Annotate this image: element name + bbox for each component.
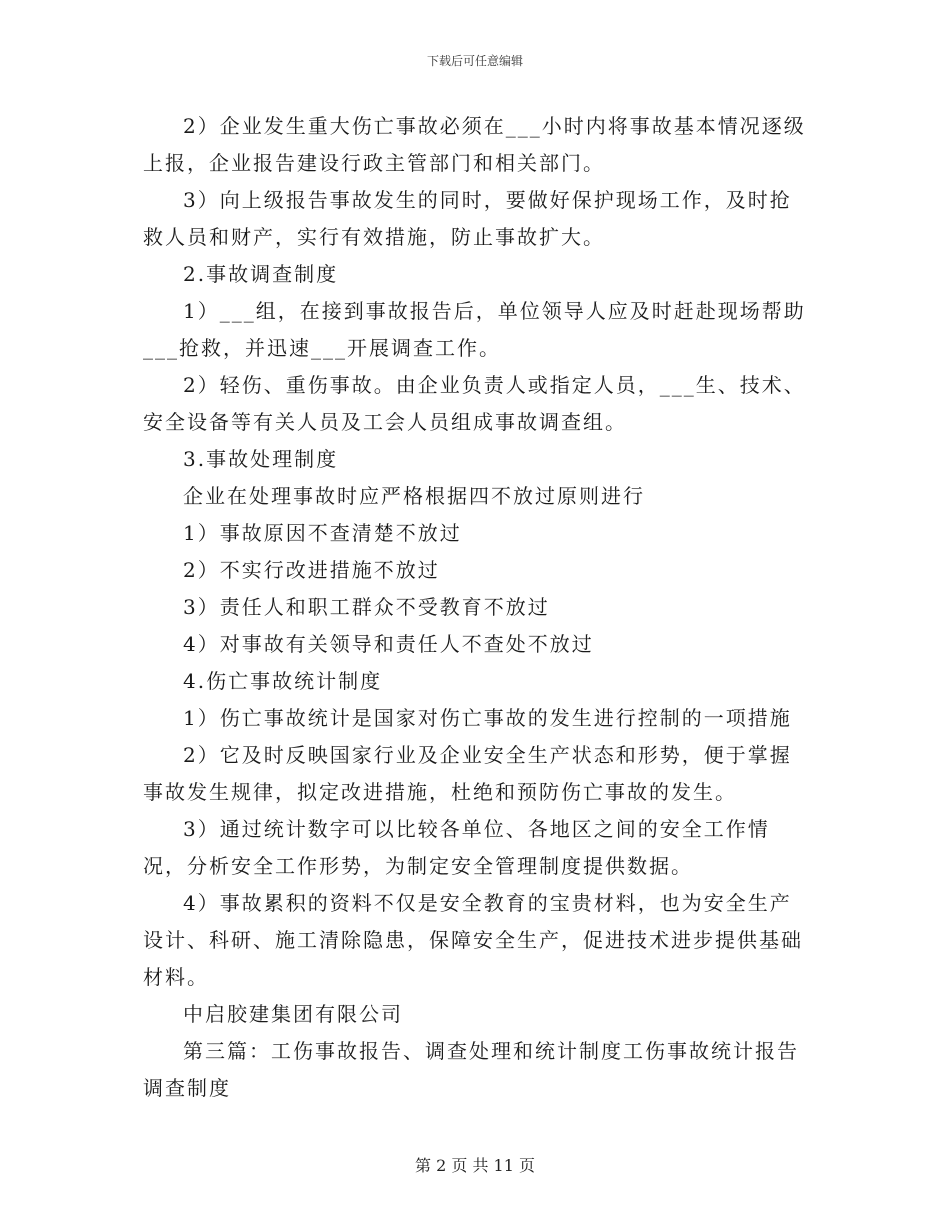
- paragraph-protect-scene: 3）向上级报告事故发生的同时，要做好保护现场工作，及时抢救人员和财产，实行有效措施，防止事故扩大。: [143, 188, 792, 249]
- paragraph-four-nots: 企业在处理事故时应严格根据四不放过原则进行: [183, 484, 645, 508]
- list-item-accountability: 4）对事故有关领导和责任人不查处不放过: [183, 632, 594, 656]
- list-item-measures: 2）不实行改进措施不放过: [183, 558, 440, 582]
- paragraph-investigation-team: 1）___组，在接到事故报告后，单位领导人应及时赶赴现场帮助___抢救，并迅速___开展调查工作。: [143, 299, 806, 360]
- paragraph-statistics-4: 4）事故累积的资料不仅是安全教育的宝贵材料，也为安全生产设计、科研、施工清除隐患，保障安全生产，促进技术进步提供基础材料。: [143, 891, 803, 989]
- list-item-cause: 1）事故原因不查清楚不放过: [183, 521, 462, 545]
- list-item-education: 3）责任人和职工群众不受教育不放过: [183, 595, 550, 619]
- document-body: [143, 108, 808, 1107]
- section-heading-handling: 3.事故处理制度: [183, 447, 339, 471]
- company-name: 中启胶建集团有限公司: [183, 1002, 403, 1026]
- section-heading-statistics: 4.伤亡事故统计制度: [183, 669, 383, 693]
- page-number: 第 2 页 共 11 页: [415, 1156, 535, 1175]
- chapter-title-part-three: 第三篇：工伤事故报告、调查处理和统计制度工伤事故统计报告调查制度: [143, 1039, 799, 1100]
- paragraph-report-hours: 2）企业发生重大伤亡事故必须在___小时内将事故基本情况逐级上报，企业报告建设行政主管部门和相关部门。: [143, 114, 806, 175]
- page-header: 下载后可任意编辑: [426, 54, 523, 68]
- paragraph-statistics-2: 2）它及时反映国家行业及企业安全生产状态和形势，便于掌握事故发生规律，拟定改进措施，杜绝和预防伤亡事故的发生。: [143, 743, 792, 804]
- paragraph-statistics-3: 3）通过统计数字可以比较各单位、各地区之间的安全工作情况，分析安全工作形势，为制定安全管理制度提供数据。: [143, 817, 770, 878]
- paragraph-statistics-1: 1）伤亡事故统计是国家对伤亡事故的发生进行控制的一项措施: [183, 706, 792, 730]
- paragraph-minor-injury: 2）轻伤、重伤事故。由企业负责人或指定人员，___生、技术、安全设备等有关人员及工会人员组成事故调查组。: [143, 373, 806, 434]
- section-heading-investigation: 2.事故调查制度: [183, 262, 339, 286]
